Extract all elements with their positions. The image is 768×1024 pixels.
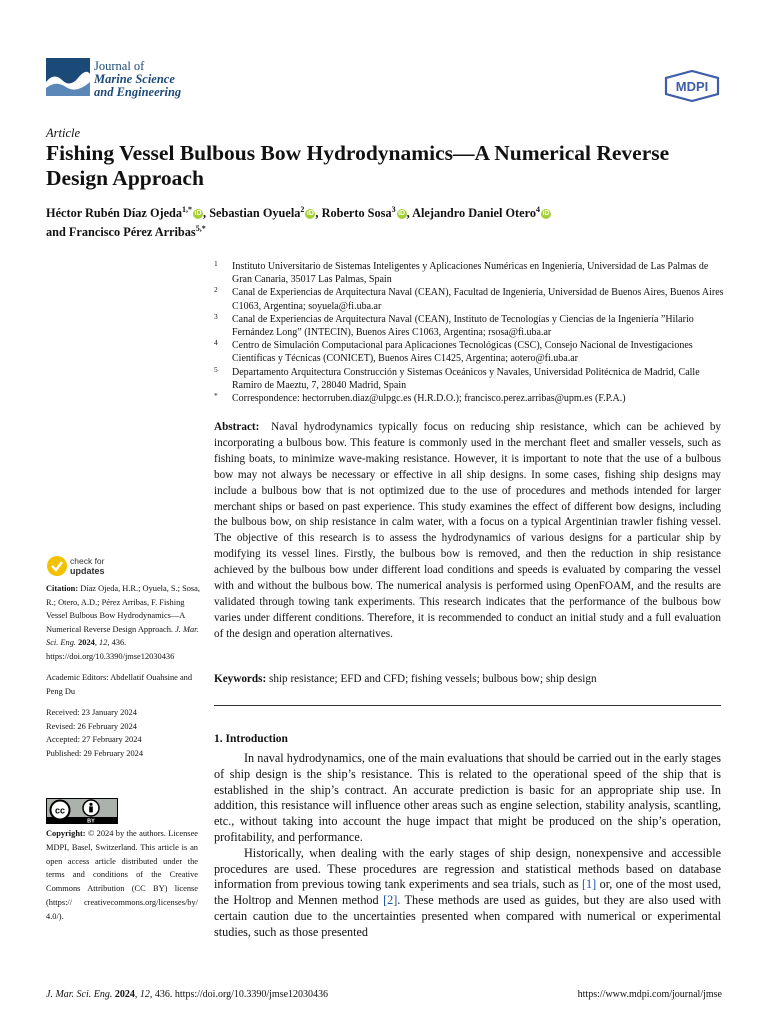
- author-affiliation-marker: 4: [535, 205, 540, 214]
- author-list: Héctor Rubén Díaz Ojeda$^{1,*}$ iD , Sebastian Oyuela$^2$ iD , Roberto Sosa$^3$ iD , Alejandro Daniel Otero$^4$ iD and Francisco Pérez Arribas$^{5,*}$: [46, 205, 550, 240]
- copyright-notice: [46, 827, 198, 924]
- paragraph: [214, 846, 721, 941]
- affiliation-number: *: [214, 391, 218, 401]
- abstract-text: Naval hydrodynamics typically focus on reducing ship resistance, which can be achieved by incorporating a bulbous bow. This feature is commonly used in the merchant fleet and smaller vessels, such as fishing boats, to minimize wave-making resistance. However, it is important to note that the use of a bulbous bow may not always be necessary or effective in all ship designs. In some cases, fishing ship designs may include a bulbous bow that is not optimized due to the use of procedures and methods intended for larger merchant ships or based on past experience. This study examines the effect of different bow designs, including the bulbous bow, on ship resistance in calm water, with a focus on a typical Argentinian trawler fishing vessel. The objective of this research is to assess the hydrodynamics of various designs for a particular ship by modifying its vessel lines. Firstly, the bulbous bow is removed, and then the reduction in ship resistance achieved by the bulbous bow under different load conditions and speeds is evaluated by comparing the vessel with and without the bulbous bow. The numerical analysis is performed using OpenFOAM, and the results are validated through towing tank experiments. This research indicates that the performance of the bulbous bow varies under different conditions. Therefore, it is recommended to conduct an initial study and a full evaluation of the design and operation alternatives.: [214, 421, 722, 640]
- keywords: [214, 672, 721, 687]
- citation-volume: 12: [99, 638, 108, 647]
- footer-year: 2024: [114, 989, 135, 1000]
- journal-logo-icon: [46, 58, 90, 96]
- footer-journal: J. Mar. Sci. Eng.: [46, 989, 113, 1000]
- citation-link[interactable]: [1]: [581, 877, 597, 892]
- affiliation-item: [214, 339, 724, 365]
- check-updates-icon: [47, 556, 67, 576]
- orcid-icon[interactable]: iD: [194, 210, 202, 218]
- check-for-updates-button[interactable]: [46, 553, 126, 579]
- author-affiliation-marker: 2: [300, 205, 305, 214]
- mdpi-logo-text: MDPI: [675, 79, 709, 94]
- affiliation-number: 3: [214, 311, 218, 321]
- affiliation-number: 4: [214, 338, 218, 348]
- citation-label: Citation:: [46, 584, 79, 593]
- check-updates-line1: check for: [70, 556, 105, 566]
- author-affiliation-marker: 1,*: [182, 205, 193, 214]
- section-heading: 1. Introduction: [214, 733, 288, 745]
- copyright-text: © 2024 by the authors. Licensee MDPI, Basel, Switzerland. This article is an open access article distributed under the terms and conditions of the Creative Commons Attribution (CC BY) license (https:// creativecommons.org/licenses/by/ 4.0/).: [46, 829, 198, 921]
- paragraph-text: Historically, when dealing with the early stages of ship design, nonexpensive and accessible procedures are used. These procedures are regression and statistical methods based on database information from previous towing tank experiments and sea trials, such as: [214, 845, 721, 892]
- paragraph: In naval hydrodynamics, one of the main evaluations that should be carried out in the early stages of ship design is the ship’s resistance. This is related to the operational speed of the ship that is established in the ship’s contract. An accurate prediction is basic for an appropriate ship use. In addition, this resistance will influence other areas such as engine selection, stability analysis, scantling, etc., without taking into account the huge impact that might be produced on the ship’s operation, profitability, and performance.: [214, 751, 721, 844]
- cc-badge-label: BY: [87, 818, 95, 824]
- author-name: Roberto Sosa: [321, 206, 392, 221]
- article-type: Article: [46, 126, 81, 140]
- keywords-text: ship resistance; EFD and CFD; fishing vessels; bulbous bow; ship design: [269, 673, 597, 685]
- paragraph-text: or, one of the most used, the Holtrop and Mennen method: [214, 877, 721, 908]
- footer-volume: 12: [139, 989, 150, 1000]
- paragraph-text: . These methods are used as guides, but they are also used with certain caution due to the uncertainties presented when compared with numerical or experimental studies, such as those presented: [214, 893, 721, 939]
- affiliation-number: 1: [214, 259, 218, 268]
- keywords-label: Keywords:: [214, 673, 267, 685]
- abstract-label: Abstract:: [214, 421, 260, 433]
- affiliation-item: [214, 366, 724, 392]
- footer-citation: J. Mar. Sci. Eng. 2024, 12, 436. https://doi.org/10.3390/jmse12030436: [46, 989, 329, 1000]
- citation-link[interactable]: [2]: [383, 893, 398, 908]
- correspondence-text: Correspondence: hectorruben.diaz@ulpgc.es (H.R.D.O.); francisco.perez.arribas@upm.es (F.P.A.): [232, 393, 626, 405]
- affiliation-text: Canal de Experiencias de Arquitectura Naval (CEAN), Instituto de Tecnologías y Ciencias de la Ingeniería ”Hilario Fernández Long” (INTECIN), Buenos Aires C1063, Argentina; rsosa@fi.uba.ar: [232, 313, 694, 339]
- author-joiner: and: [46, 225, 66, 240]
- author-affiliation-marker: 3: [391, 205, 396, 214]
- article-sidebar: [46, 582, 201, 760]
- affiliation-text: Departamento Arquitectura Construcción y Sistemas Oceánicos y Navales, Universidad Politécnica de Madrid, Calle Ramiro de Maeztu, 7, 28040 Madrid, Spain: [232, 366, 700, 391]
- journal-name-line3: and Engineering: [94, 85, 182, 99]
- author-name: Francisco Pérez Arribas: [68, 225, 196, 240]
- citation-doi[interactable]: , 436. https://doi.org/10.3390/jmse12030436: [46, 638, 175, 661]
- article-title: Fishing Vessel Bulbous Bow Hydrodynamics—A Numerical Reverse Design Approach: [46, 141, 670, 190]
- affiliation-text: Canal de Experiencias de Arquitectura Naval (CEAN), Facultad de Ingeniería, Universidad de Buenos Aires, Buenos Aires C1063, Argentina; soyuela@fi.uba.ar: [232, 287, 724, 312]
- footer-doi[interactable]: , 436. https://doi.org/10.3390/jmse12030436: [149, 989, 329, 1000]
- footer-journal-url[interactable]: https://www.mdpi.com/journal/jmse: [577, 989, 722, 1000]
- date-published: Published: 29 February 2024: [46, 748, 144, 758]
- correspondence-item: [214, 392, 724, 405]
- cc-by-license-badge[interactable]: [46, 798, 118, 824]
- author-name: Sebastian Oyuela: [209, 206, 301, 221]
- orcid-icon[interactable]: iD: [306, 210, 314, 218]
- journal-name: [94, 60, 181, 99]
- introduction-body: [214, 751, 721, 941]
- citation-block: Citation: Díaz Ojeda, H.R.; Oyuela, S.; Sosa, R.; Otero, A.D.; Pérez Arribas, F. Fishing Vessel Bulbous Bow Hydrodynamics—A Numerical Reverse Design Approach. J. Mar. Sci. Eng. 2024, 12, 436. https://doi.org/10.3390/jmse12030436: [46, 584, 200, 661]
- affiliation-item: [214, 260, 724, 286]
- date-accepted: Accepted: 27 February 2024: [46, 735, 142, 744]
- orcid-icon[interactable]: iD: [542, 210, 550, 218]
- affiliations: [214, 260, 724, 405]
- check-updates-line2: updates: [70, 566, 105, 576]
- academic-editors: Academic Editors: Abdellatif Ouahsine and Peng Du: [46, 673, 193, 696]
- mdpi-logo-icon: [664, 70, 720, 102]
- affiliation-number: 2: [214, 285, 218, 295]
- journal-name-line1: Journal of: [94, 59, 145, 73]
- abstract: [214, 420, 721, 643]
- citation-year: 2024: [78, 638, 95, 647]
- affiliation-text: Centro de Simulación Computacional para Aplicaciones Tecnológicas (CSC), Consejo Nacional de Investigaciones Científicas y Técnicas (CONICET), Buenos Aires C1425, Argentina; aotero@fi.uba.ar: [232, 340, 693, 365]
- author-name: Héctor Rubén Díaz Ojeda: [46, 206, 183, 221]
- affiliation-item: [214, 286, 724, 312]
- affiliation-item: [214, 313, 724, 339]
- journal-name-line2: Marine Science: [94, 72, 175, 86]
- citation-journal: J. Mar. Sci. Eng.: [46, 624, 199, 647]
- affiliation-number: 5: [214, 364, 218, 374]
- author-affiliation-marker: 5,*: [195, 224, 206, 234]
- author-name: Alejandro Daniel Otero: [412, 206, 536, 221]
- citation-text: Díaz Ojeda, H.R.; Oyuela, S.; Sosa, R.; Otero, A.D.; Pérez Arribas, F. Fishing Vessel Bulbous Bow Hydrodynamics—A Numerical Reverse Design Approach.: [46, 584, 200, 634]
- copyright-label: Copyright:: [46, 829, 86, 838]
- section-divider: [214, 705, 721, 706]
- date-revised: Revised: 26 February 2024: [46, 721, 137, 731]
- affiliation-text: Instituto Universitario de Sistemas Inteligentes y Aplicaciones Numéricas en Ingeniería, Universidad de Las Palmas de Gran Canaria, 35017 Las Palmas, Spain: [232, 261, 709, 286]
- date-received: Received: 23 January 2024: [46, 708, 137, 717]
- orcid-icon[interactable]: iD: [398, 210, 406, 218]
- svg-text:cc: cc: [54, 805, 66, 816]
